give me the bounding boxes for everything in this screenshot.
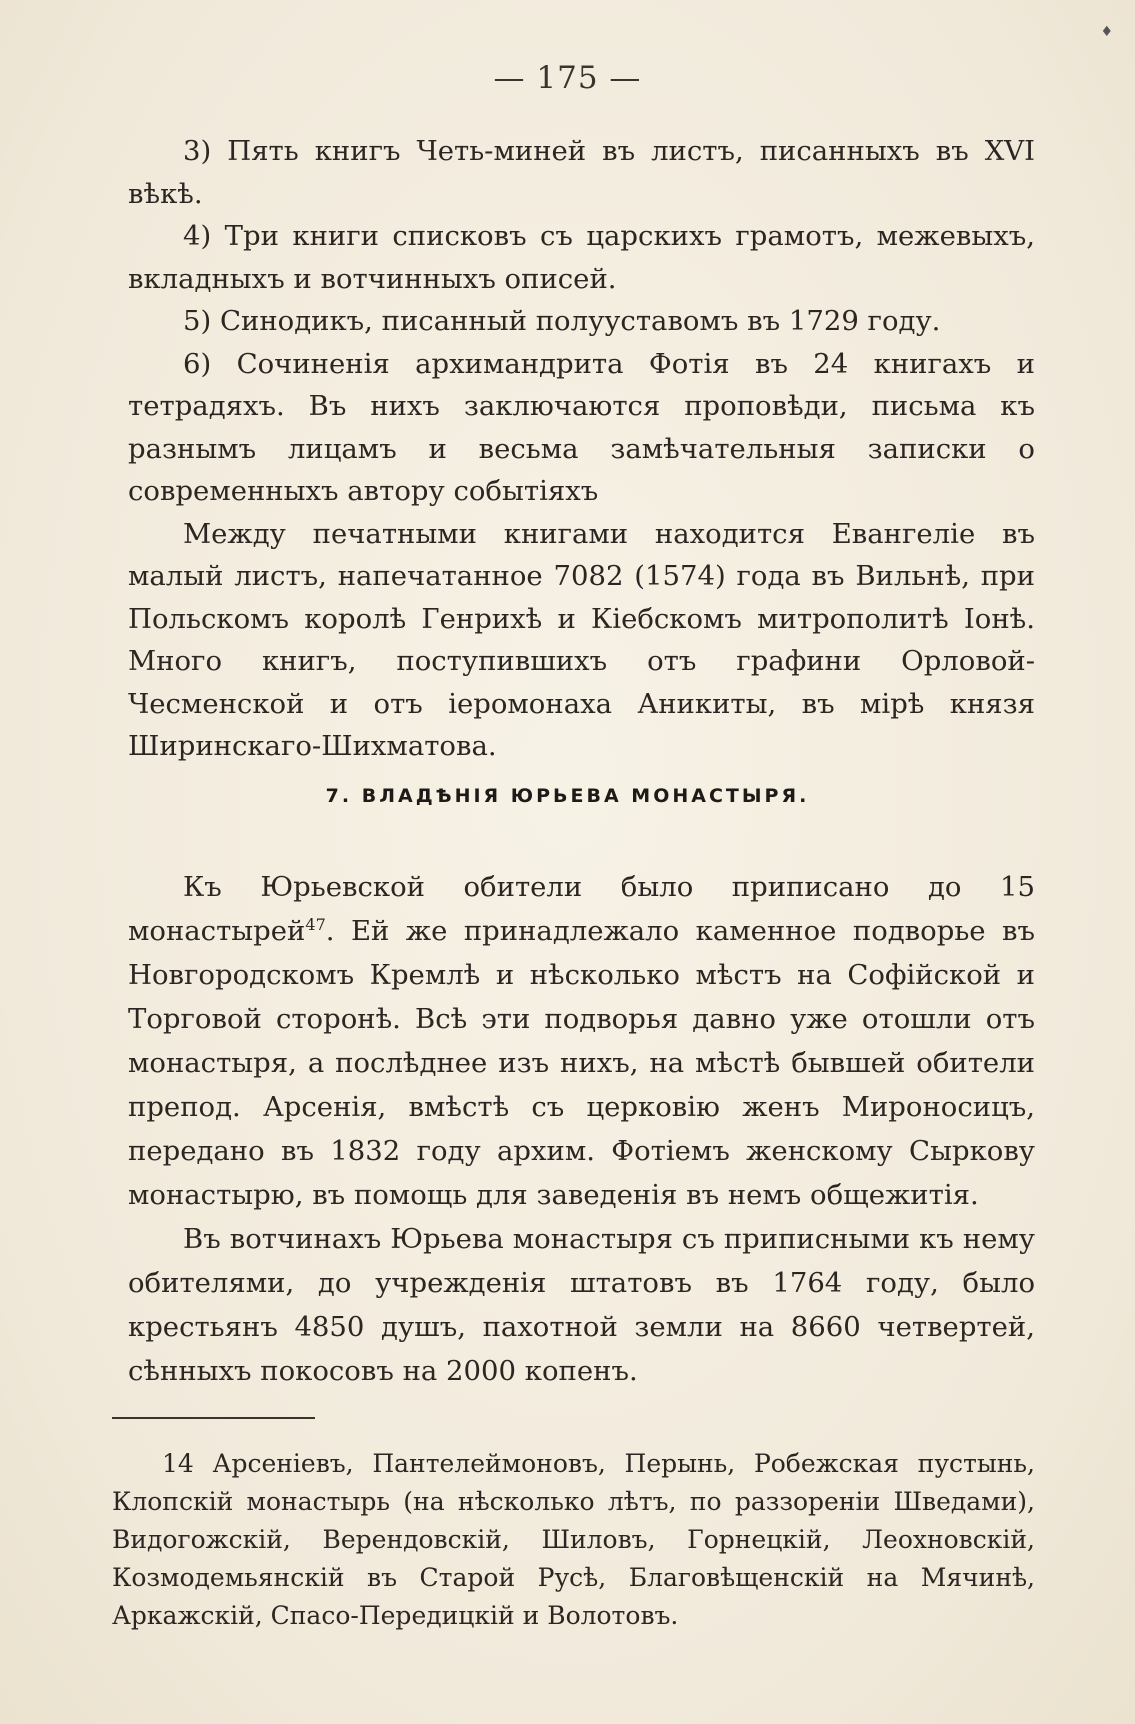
list-item: 5) Синодикъ, писанный полууставомъ въ 1729 году.	[183, 305, 941, 337]
corner-mark: ♦	[1100, 24, 1113, 40]
paragraph-text: Къ Юрьевской обители было приписано до 15 монастырей	[128, 871, 1035, 947]
list-item: 4) Три книги списковъ съ царскихъ грамотъ, межевыхъ, вкладныхъ и вотчинныхъ описей.	[128, 220, 1035, 295]
list-item: 3) Пять книгъ Четь-миней въ листъ, писанныхъ въ XVI вѣкѣ.	[128, 135, 1035, 210]
list-item: 6) Сочиненія архимандрита Фотія въ 24 книгахъ и тетрадяхъ. Въ нихъ заключаются проповѣди, письма къ разнымъ лицамъ и весьма замѣчательныя записки о современныхъ автору событіяхъ	[128, 347, 1035, 507]
paragraph: Въ вотчинахъ Юрьева монастыря съ приписными къ нему обителями, до учрежденія штатовъ въ 1764 году, было крестьянъ 4850 душъ, пахотной земли на 8660 четвертей, сѣнныхъ покосовъ на 2000 копенъ.	[128, 1223, 1035, 1387]
section-list	[128, 130, 1035, 768]
paragraph-text: . Ей же принадлежало каменное подворье въ Новгородскомъ Кремлѣ и нѣсколько мѣстъ на Софійской и Торговой сторонѣ. Всѣ эти подворья давно уже отошли отъ монастыря, а послѣднее изъ нихъ, на мѣстѣ бывшей обители препод. Арсенія, вмѣстѣ съ церковію женъ Мироносицъ, передано въ 1832 году архим. Фотіемъ женскому Сыркову монастырю, въ помощь для заведенія въ немъ общежитія.	[128, 915, 1035, 1211]
footnote-divider	[112, 1417, 315, 1419]
page-number: — 175 —	[493, 60, 642, 96]
footnotes	[112, 1445, 1035, 1635]
footnote-ref[interactable]: 47	[305, 914, 326, 934]
paragraph	[128, 865, 1035, 1217]
section-heading: 7. ВЛАДѢНІЯ ЮРЬЕВА МОНАСТЫРЯ.	[325, 785, 810, 807]
paragraph: Между печатными книгами находится Евангеліе въ малый листъ, напечатанное 7082 (1574) года въ Вильнѣ, при Польскомъ королѣ Генрихѣ и Кіебскомъ митрополитѣ Іонѣ. Много книгъ, поступившихъ отъ графини Орловой-Чесменской и отъ іеромонаха Аникиты, въ мірѣ князя Ширинскаго-Шихматова.	[128, 517, 1035, 762]
section-body	[128, 865, 1035, 1393]
footnote: 14 Арсеніевъ, Пантелеймоновъ, Перынь, Робежская пустынь, Клопскій монастырь (на нѣсколько лѣтъ, по раззореніи Шведами), Видогожскій, Верендовскій, Шиловъ, Горнецкій, Леохновскій, Козмодемьянскій въ Старой Русѣ, Благовѣщенскій на Мячинѣ, Аркажскій, Спасо-Передицкій и Волотовъ.	[112, 1449, 1035, 1630]
